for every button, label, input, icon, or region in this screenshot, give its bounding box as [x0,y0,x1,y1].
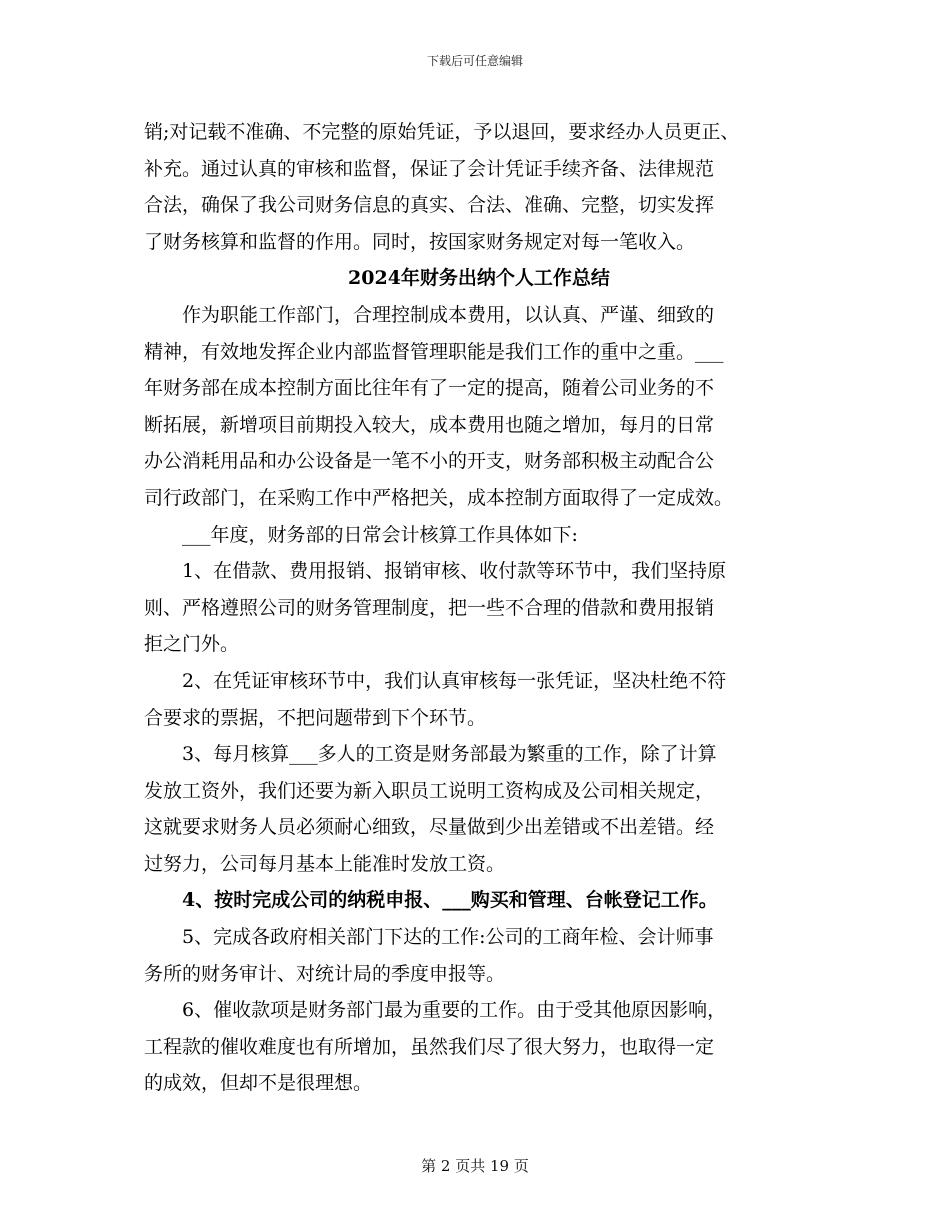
text-line: 务所的财务审计、对统计局的季度申报等。 [144,962,506,985]
text-line: 合要求的票据，不把问题带到下个环节。 [144,706,487,729]
text-line: 合法，确保了我公司财务信息的真实、合法、准确、完整，切实发挥 [144,194,715,217]
text-line: ___年度，财务部的日常会计核算工作具体如下: [144,523,578,546]
text-line: 3、每月核算___多人的工资是财务部最为繁重的工作，除了计算 [144,743,717,766]
text-line: 5、完成各政府相关部门下达的工作:公司的工商年检、会计师事 [144,926,714,949]
text-line: 过努力，公司每月基本上能准时发放工资。 [144,852,506,875]
text-line: 工程款的催收难度也有所增加，虽然我们尽了很大努力，也取得一定 [144,1035,715,1058]
text-line: 发放工资外，我们还要为新入职员工说明工资构成及公司相关规定， [144,779,715,802]
text-line: 办公消耗用品和办公设备是一笔不小的开支，财务部积极主动配合公 [144,450,715,473]
text-line: 这就要求财务人员必须耐心细致，尽量做到少出差错或不出差错。经 [144,816,715,839]
text-line: 6、催收款项是财务部门最为重要的工作。由于受其他原因影响， [144,999,727,1022]
document-body [144,114,814,1102]
text-line: 2、在凭证审核环节中，我们认真审核每一张凭证，坚决杜绝不符 [144,669,727,692]
text-line-bold: 4、按时完成公司的纳税申报、___购买和管理、台帐登记工作。 [144,889,718,912]
text-line: 的成效，但却不是很理想。 [144,1072,373,1095]
text-line: 年财务部在成本控制方面比往年有了一定的提高，随着公司业务的不 [144,377,715,400]
text-line: 了财务核算和监督的作用。同时，按国家财务规定对每一笔收入。 [144,230,696,253]
text-line: 销;对记载不准确、不完整的原始凭证，予以退回，要求经办人员更正、 [144,121,740,143]
page-footer: 第 2 页共 19 页 [421,1157,529,1175]
text-line: 精神，有效地发挥企业内部监督管理职能是我们工作的重中之重。___ [144,340,724,363]
text-line: 拒之门外。 [144,633,240,656]
page-header: 下载后可任意编辑 [426,54,523,68]
text-line: 补充。通过认真的审核和监督，保证了会计凭证手续齐备、法律规范 [144,157,715,180]
text-line: 则、严格遵照公司的财务管理制度，把一些不合理的借款和费用报销 [144,596,715,619]
text-line: 作为职能工作部门，合理控制成本费用，以认真、严谨、细致的 [144,303,715,326]
text-line: 1、在借款、费用报销、报销审核、收付款等环节中，我们坚持原 [144,560,727,583]
section-title: 2024年财务出纳个人工作总结 [348,267,610,290]
text-line: 司行政部门，在采购工作中严格把关，成本控制方面取得了一定成效。 [144,486,734,509]
text-line: 断拓展，新增项目前期投入较大，成本费用也随之增加，每月的日常 [144,413,715,436]
